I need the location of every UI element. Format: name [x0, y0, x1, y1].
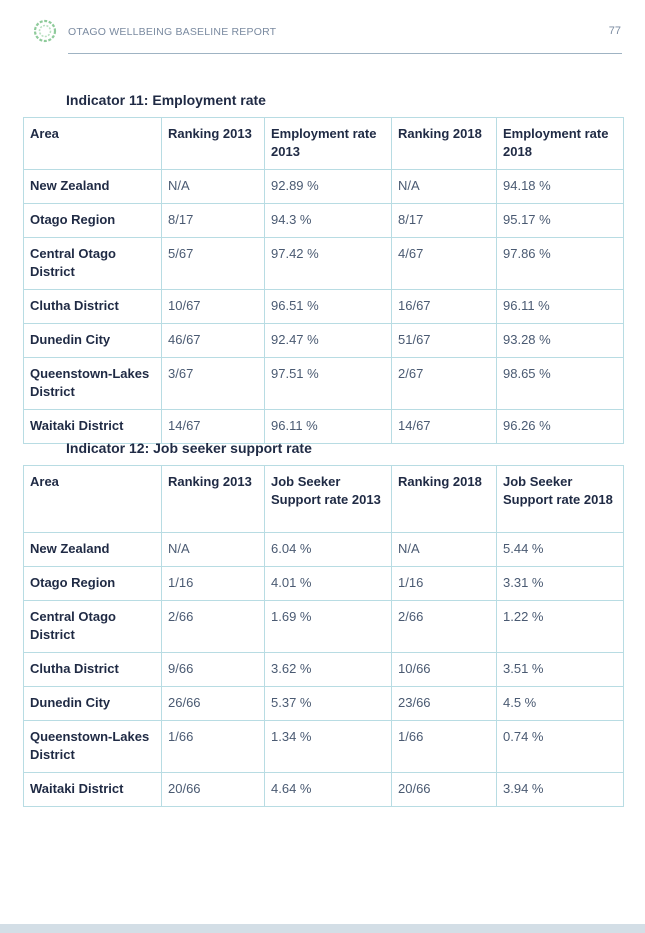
table-row — [24, 324, 624, 358]
rate-2013-cell: 96.11 % — [265, 410, 392, 444]
ranking-2013-cell: 8/17 — [162, 204, 265, 238]
rate-2013-cell: 94.3 % — [265, 204, 392, 238]
table-row — [24, 653, 624, 687]
ranking-2018-cell: 1/66 — [392, 721, 497, 773]
rate-2018-cell: 3.94 % — [497, 773, 624, 807]
page-number: 77 — [608, 25, 621, 37]
ranking-2013-cell: 2/66 — [162, 601, 265, 653]
rate-2013-cell: 6.04 % — [265, 533, 392, 567]
column-header: Area — [24, 118, 162, 170]
rate-2013-cell: 5.37 % — [265, 687, 392, 721]
area-cell: Otago Region — [24, 567, 162, 601]
ranking-2018-cell: 51/67 — [392, 324, 497, 358]
ranking-2018-cell: 8/17 — [392, 204, 497, 238]
rate-2013-cell: 4.64 % — [265, 773, 392, 807]
column-header: Job Seeker Support rate 2018 — [497, 466, 624, 533]
footer-bar — [0, 924, 645, 933]
ranking-2018-cell: N/A — [392, 533, 497, 567]
table-row — [24, 721, 624, 773]
table-row — [24, 238, 624, 290]
rate-2018-cell: 5.44 % — [497, 533, 624, 567]
ranking-2013-cell: N/A — [162, 170, 265, 204]
area-cell: Clutha District — [24, 290, 162, 324]
ranking-2013-cell: 20/66 — [162, 773, 265, 807]
table-row — [24, 687, 624, 721]
ranking-2013-cell: 1/16 — [162, 567, 265, 601]
rate-2018-cell: 98.65 % — [497, 358, 624, 410]
ranking-2018-cell: 20/66 — [392, 773, 497, 807]
report-title: OTAGO WELLBEING BASELINE REPORT — [68, 26, 277, 38]
ranking-2018-cell: 10/66 — [392, 653, 497, 687]
column-header: Employment rate 2013 — [265, 118, 392, 170]
ranking-2018-cell: 2/66 — [392, 601, 497, 653]
table-row — [24, 170, 624, 204]
table-row — [24, 290, 624, 324]
page-header — [0, 0, 645, 60]
column-header: Employment rate 2018 — [497, 118, 624, 170]
table-row — [24, 773, 624, 807]
column-header: Ranking 2018 — [392, 466, 497, 533]
section-title-employment: Indicator 11: Employment rate — [66, 92, 266, 108]
rate-2018-cell: 1.22 % — [497, 601, 624, 653]
ranking-2018-cell: N/A — [392, 170, 497, 204]
ranking-2013-cell: 46/67 — [162, 324, 265, 358]
table-row — [24, 567, 624, 601]
section-title-job-seeker: Indicator 12: Job seeker support rate — [66, 440, 312, 456]
ranking-2018-cell: 14/67 — [392, 410, 497, 444]
rate-2018-cell: 0.74 % — [497, 721, 624, 773]
rate-2018-cell: 3.31 % — [497, 567, 624, 601]
table-row — [24, 533, 624, 567]
rate-2013-cell: 3.62 % — [265, 653, 392, 687]
area-cell: Central Otago District — [24, 601, 162, 653]
table-header-row — [24, 118, 624, 170]
table-row — [24, 410, 624, 444]
rate-2018-cell: 4.5 % — [497, 687, 624, 721]
table-row — [24, 358, 624, 410]
table-row — [24, 204, 624, 238]
rate-2018-cell: 97.86 % — [497, 238, 624, 290]
ranking-2013-cell: 1/66 — [162, 721, 265, 773]
header-divider — [68, 53, 622, 54]
area-cell: Central Otago District — [24, 238, 162, 290]
rate-2018-cell: 96.26 % — [497, 410, 624, 444]
area-cell: New Zealand — [24, 170, 162, 204]
ranking-2018-cell: 4/67 — [392, 238, 497, 290]
ranking-2013-cell: 14/67 — [162, 410, 265, 444]
rate-2018-cell: 93.28 % — [497, 324, 624, 358]
rate-2013-cell: 92.89 % — [265, 170, 392, 204]
rate-2013-cell: 1.69 % — [265, 601, 392, 653]
table-row — [24, 601, 624, 653]
rate-2013-cell: 1.34 % — [265, 721, 392, 773]
column-header: Area — [24, 466, 162, 533]
area-cell: Clutha District — [24, 653, 162, 687]
area-cell: Dunedin City — [24, 687, 162, 721]
rate-2013-cell: 92.47 % — [265, 324, 392, 358]
ranking-2018-cell: 2/67 — [392, 358, 497, 410]
job-seeker-support-table — [23, 465, 624, 807]
area-cell: Waitaki District — [24, 773, 162, 807]
rate-2013-cell: 96.51 % — [265, 290, 392, 324]
ranking-2018-cell: 23/66 — [392, 687, 497, 721]
rate-2018-cell: 94.18 % — [497, 170, 624, 204]
area-cell: New Zealand — [24, 533, 162, 567]
table-header-row — [24, 466, 624, 533]
rate-2013-cell: 4.01 % — [265, 567, 392, 601]
rate-2018-cell: 95.17 % — [497, 204, 624, 238]
area-cell: Dunedin City — [24, 324, 162, 358]
area-cell: Queenstown-Lakes District — [24, 721, 162, 773]
ranking-2013-cell: 5/67 — [162, 238, 265, 290]
area-cell: Queenstown-Lakes District — [24, 358, 162, 410]
column-header: Ranking 2013 — [162, 466, 265, 533]
ranking-2018-cell: 16/67 — [392, 290, 497, 324]
ranking-2013-cell: 9/66 — [162, 653, 265, 687]
area-cell: Otago Region — [24, 204, 162, 238]
ranking-2018-cell: 1/16 — [392, 567, 497, 601]
rate-2018-cell: 3.51 % — [497, 653, 624, 687]
ranking-2013-cell: N/A — [162, 533, 265, 567]
column-header: Ranking 2013 — [162, 118, 265, 170]
rate-2013-cell: 97.42 % — [265, 238, 392, 290]
column-header: Ranking 2018 — [392, 118, 497, 170]
ranking-2013-cell: 26/66 — [162, 687, 265, 721]
employment-rate-table — [23, 117, 624, 444]
ranking-2013-cell: 3/67 — [162, 358, 265, 410]
rate-2013-cell: 97.51 % — [265, 358, 392, 410]
area-cell: Waitaki District — [24, 410, 162, 444]
ranking-2013-cell: 10/67 — [162, 290, 265, 324]
leaf-ring-logo-icon — [32, 18, 58, 44]
rate-2018-cell: 96.11 % — [497, 290, 624, 324]
column-header: Job Seeker Support rate 2013 — [265, 466, 392, 533]
